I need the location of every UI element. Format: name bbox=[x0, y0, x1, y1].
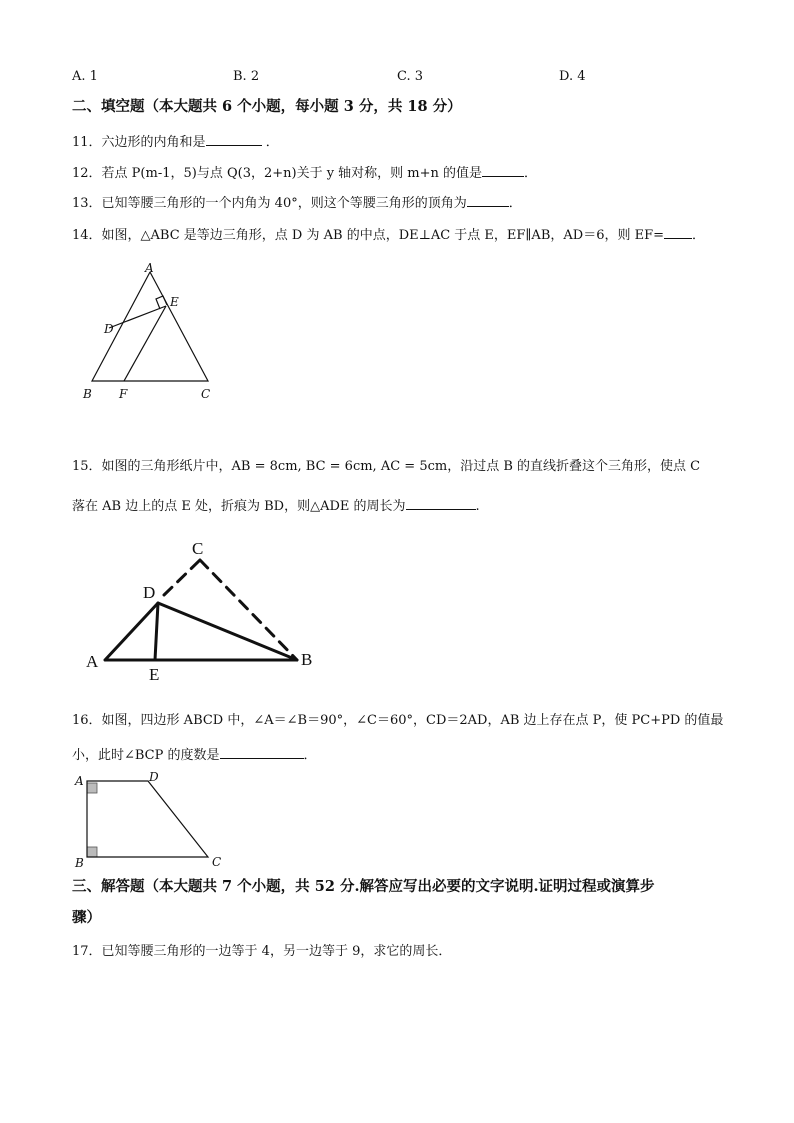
answer-blank bbox=[482, 164, 524, 177]
question-14-end: ． bbox=[692, 228, 706, 243]
segment-ef bbox=[124, 306, 166, 381]
segment-de bbox=[109, 306, 166, 328]
choice-a: A. 1 bbox=[72, 69, 98, 84]
question-16-line-2 bbox=[72, 746, 317, 762]
answer-blank bbox=[220, 746, 304, 759]
question-11-text: 11．六边形的内角和是 bbox=[72, 135, 206, 150]
question-11-end: ． bbox=[265, 135, 279, 150]
segment-de bbox=[155, 603, 158, 660]
label-c: C bbox=[192, 539, 204, 558]
label-d: D bbox=[149, 770, 159, 784]
label-a: A bbox=[145, 261, 154, 275]
label-c: C bbox=[201, 387, 211, 401]
answer-blank bbox=[467, 194, 509, 207]
label-b: B bbox=[75, 856, 84, 870]
answer-blank bbox=[406, 497, 476, 510]
label-b: B bbox=[83, 387, 92, 401]
question-14 bbox=[72, 226, 705, 242]
section-heading-solutions-cont: 骤） bbox=[72, 909, 101, 926]
question-11 bbox=[72, 133, 279, 149]
label-e: E bbox=[149, 665, 160, 684]
label-f: F bbox=[119, 387, 128, 401]
label-d: D bbox=[143, 583, 156, 602]
question-15-end: . bbox=[475, 499, 480, 514]
answer-blank bbox=[206, 133, 262, 146]
figure-15-fold bbox=[80, 535, 330, 695]
answer-blank bbox=[664, 226, 692, 239]
question-13 bbox=[72, 194, 522, 210]
question-15-line-2 bbox=[72, 497, 480, 513]
choice-d: D. 4 bbox=[559, 69, 586, 84]
question-16-end: ． bbox=[303, 748, 317, 763]
segment-cb-dashed bbox=[200, 560, 297, 660]
question-16-line-2-text: 小，此时∠BCP 的度数是 bbox=[72, 748, 220, 763]
question-17: 17．已知等腰三角形的一边等于 4，另一边等于 9，求它的周长． bbox=[72, 944, 452, 959]
label-c: C bbox=[212, 855, 222, 869]
question-15-line-2-text: 落在 AB 边上的点 E 处，折痕为 BD，则△ADE 的周长为 bbox=[72, 499, 406, 514]
choice-b: B. 2 bbox=[233, 69, 260, 84]
right-angle-mark-b bbox=[87, 847, 97, 857]
figure-14-triangle bbox=[80, 258, 220, 408]
label-a: A bbox=[75, 774, 84, 788]
question-16-line-1: 16．如图，四边形 ABCD 中，∠A＝∠B＝90°，∠C＝60°，CD＝2AD，AB 边上存在点 P，使 PC+PD 的值最 bbox=[72, 713, 724, 728]
question-13-text: 13．已知等腰三角形的一个内角为 40°，则这个等腰三角形的顶角为 bbox=[72, 196, 467, 211]
label-b: B bbox=[301, 650, 313, 669]
section-heading-fill-blank: 二、填空题（本大题共 6 个小题，每小题 3 分，共 18 分） bbox=[72, 98, 462, 115]
quadrilateral-abcd bbox=[87, 781, 208, 857]
question-15-line-1: 15．如图的三角形纸片中，AB = 8cm, BC = 6cm, AC = 5cm，沿过点 B 的直线折叠这个三角形，使点 C bbox=[72, 459, 701, 474]
question-14-text: 14．如图，△ABC 是等边三角形，点 D 为 AB 的中点，DE⊥AC 于点 E，EF∥AB，AD＝6，则 EF= bbox=[72, 228, 664, 243]
choice-c: C. 3 bbox=[397, 69, 424, 84]
label-a: A bbox=[86, 652, 99, 671]
label-e: E bbox=[170, 295, 179, 309]
question-12-end: ． bbox=[524, 166, 538, 181]
question-13-end: ． bbox=[508, 196, 522, 211]
label-d: D bbox=[104, 322, 114, 336]
figure-16-quadrilateral bbox=[72, 770, 232, 870]
section-heading-solutions: 三、解答题（本大题共 7 个小题，共 52 分.解答应写出必要的文字说明.证明过程或演算步 bbox=[72, 878, 655, 895]
question-12-text: 12．若点 P(m-1，5)与点 Q(3，2+n)关于 y 轴对称，则 m+n 的值是 bbox=[72, 166, 483, 181]
right-angle-mark-a bbox=[87, 783, 97, 793]
segment-dc-dashed bbox=[164, 560, 200, 595]
question-12 bbox=[72, 164, 537, 180]
